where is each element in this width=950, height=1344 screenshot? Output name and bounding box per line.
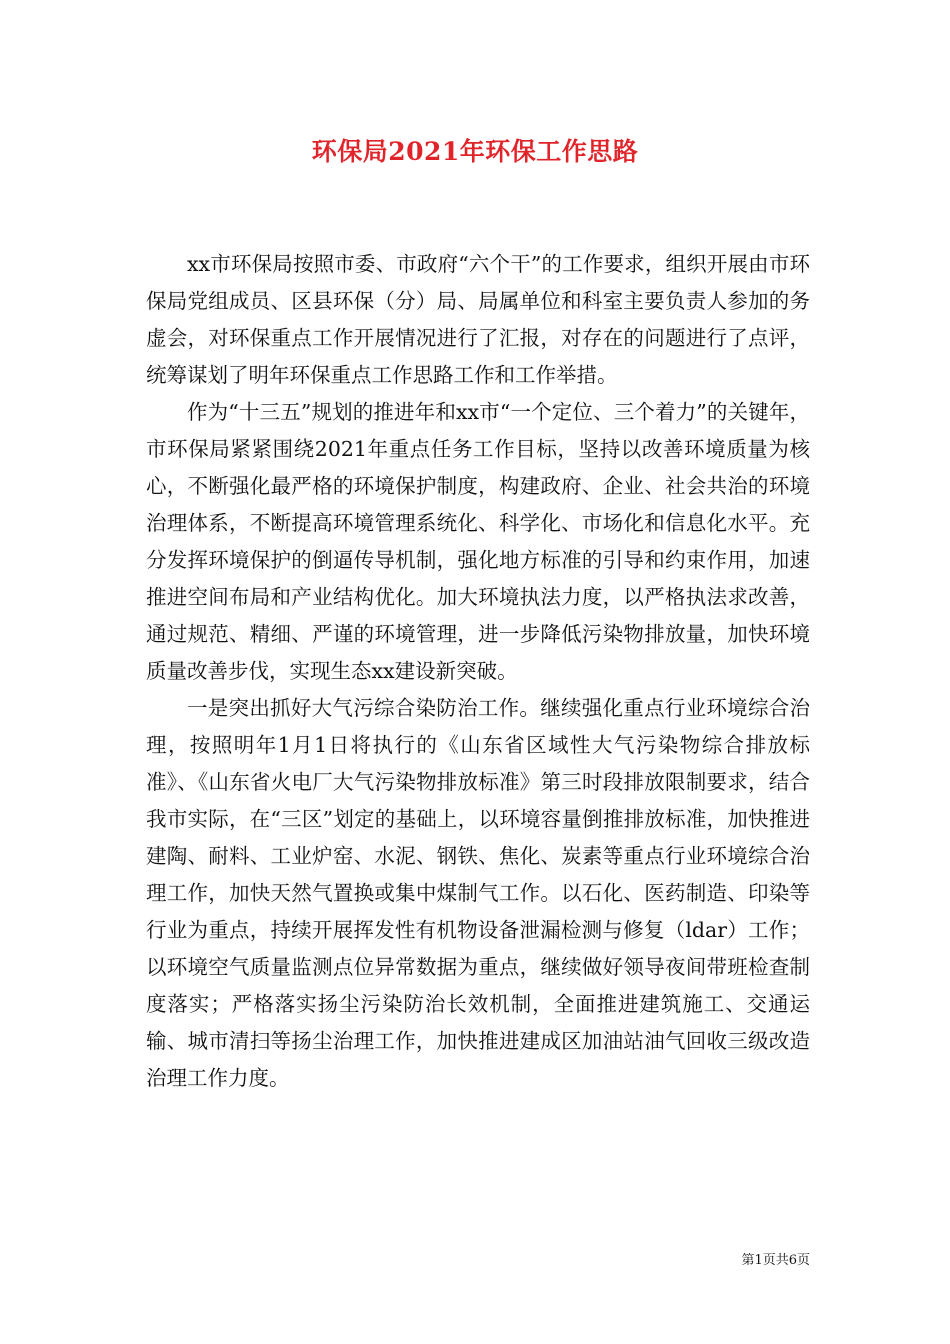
paragraph-overview: 作为“十三五”规划的推进年和xx市“一个定位、三个着力”的关键年，市环保局紧紧围绕2021年重点任务工作目标，坚持以改善环境质量为核心，不断强化最严格的环境保护制度，构建政府、企业、社会共治的环境治理体系，不断提高环境管理系统化、科学化、市场化和信息化水平。充分发挥环境保护的倒逼传导机制，强化地方标准的引导和约束作用，加速推进空间布局和产业结构优化。加大环境执法力度，以严格执法求改善，通过规范、精细、严谨的环境管理，进一步降低污染物排放量，加快环境质量改善步伐，实现生态xx建设新突破。 xyxy=(146,400,810,683)
document-title: 环保局2021年环保工作思路 xyxy=(311,137,639,166)
document-body xyxy=(146,246,810,1097)
paragraph-air-pollution: 一是突出抓好大气污综合染防治工作。继续强化重点行业环境综合治理，按照明年1月1日将执行的《山东省区域性大气污染物综合排放标准》、《山东省火电厂大气污染物排放标准》第三时段排放限制要求，结合我市实际，在“三区”划定的基础上，以环境容量倒推排放标准，加快推进建陶、耐料、工业炉窑、水泥、钢铁、焦化、炭素等重点行业环境综合治理工作，加快天然气置换或集中煤制气工作。以石化、医药制造、印染等行业为重点，持续开展挥发性有机物设备泄漏检测与修复（ldar）工作；以环境空气质量监测点位异常数据为重点，继续做好领导夜间带班检查制度落实；严格落实扬尘污染防治长效机制，全面推进建筑施工、交通运输、城市清扫等扬尘治理工作，加快推进建成区加油站油气回收三级改造治理工作力度。 xyxy=(146,696,810,1090)
page-number: 第1页共6页 xyxy=(741,1253,810,1268)
paragraph-intro: xx市环保局按照市委、市政府“六个干”的工作要求，组织开展由市环保局党组成员、区县环保（分）局、局属单位和科室主要负责人参加的务虚会，对环保重点工作开展情况进行了汇报，对存在的问题进行了点评，统筹谋划了明年环保重点工作思路工作和工作举措。 xyxy=(146,252,810,387)
